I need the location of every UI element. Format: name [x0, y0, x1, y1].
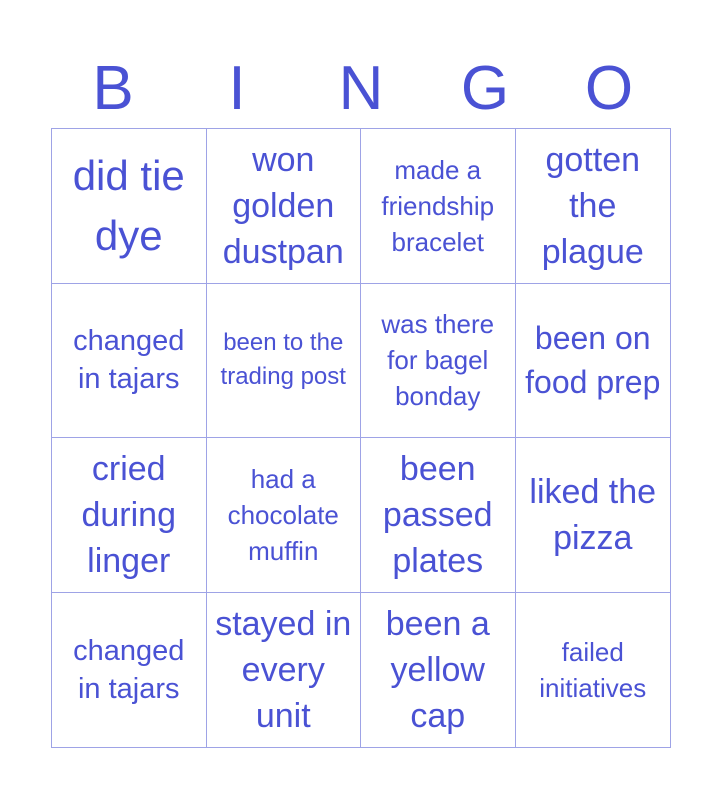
cell-text: changed in tajars: [73, 634, 185, 705]
bingo-cell[interactable]: [361, 284, 516, 439]
header-letter-n: N: [338, 54, 384, 123]
cell-text: been to the trading post: [220, 329, 346, 391]
bingo-cell[interactable]: [516, 593, 671, 748]
header-letter-o: O: [584, 54, 634, 123]
bingo-cell[interactable]: [207, 438, 362, 593]
bingo-cell[interactable]: [52, 284, 207, 439]
bingo-cell[interactable]: [52, 593, 207, 748]
bingo-cell[interactable]: [207, 129, 362, 284]
cell-text: changed in tajars: [73, 325, 185, 396]
header-letter-b: B: [92, 54, 134, 123]
cell-text: stayed in every unit: [215, 604, 352, 735]
cell-text: cried during linger: [81, 449, 176, 580]
bingo-cell[interactable]: [361, 438, 516, 593]
bingo-cell[interactable]: [361, 593, 516, 748]
cell-text: been passed plates: [382, 449, 493, 580]
cell-text: had a chocolate muffin: [227, 463, 339, 566]
header-letter-i: I: [228, 54, 246, 123]
cell-text: made a friendship bracelet: [381, 154, 495, 257]
bingo-header: [51, 50, 671, 128]
bingo-cell[interactable]: [361, 129, 516, 284]
cell-text: been a yellow cap: [385, 604, 490, 735]
bingo-cell[interactable]: [516, 129, 671, 284]
cell-text: gotten the plague: [541, 140, 644, 271]
bingo-board: [51, 128, 671, 748]
cell-text: won golden dustpan: [222, 140, 344, 271]
bingo-cell[interactable]: [207, 284, 362, 439]
cell-text: been on food prep: [525, 320, 661, 401]
header-letter-g: G: [460, 54, 510, 123]
bingo-cell[interactable]: [516, 284, 671, 439]
bingo-cell[interactable]: [52, 129, 207, 284]
cell-text: did tie dye: [72, 151, 185, 259]
bingo-cell[interactable]: [516, 438, 671, 593]
bingo-cell[interactable]: [52, 438, 207, 593]
cell-text: liked the pizza: [529, 472, 657, 557]
bingo-cell[interactable]: [207, 593, 362, 748]
cell-text: was there for bagel bonday: [381, 309, 495, 412]
cell-text: failed initiatives: [539, 636, 647, 703]
